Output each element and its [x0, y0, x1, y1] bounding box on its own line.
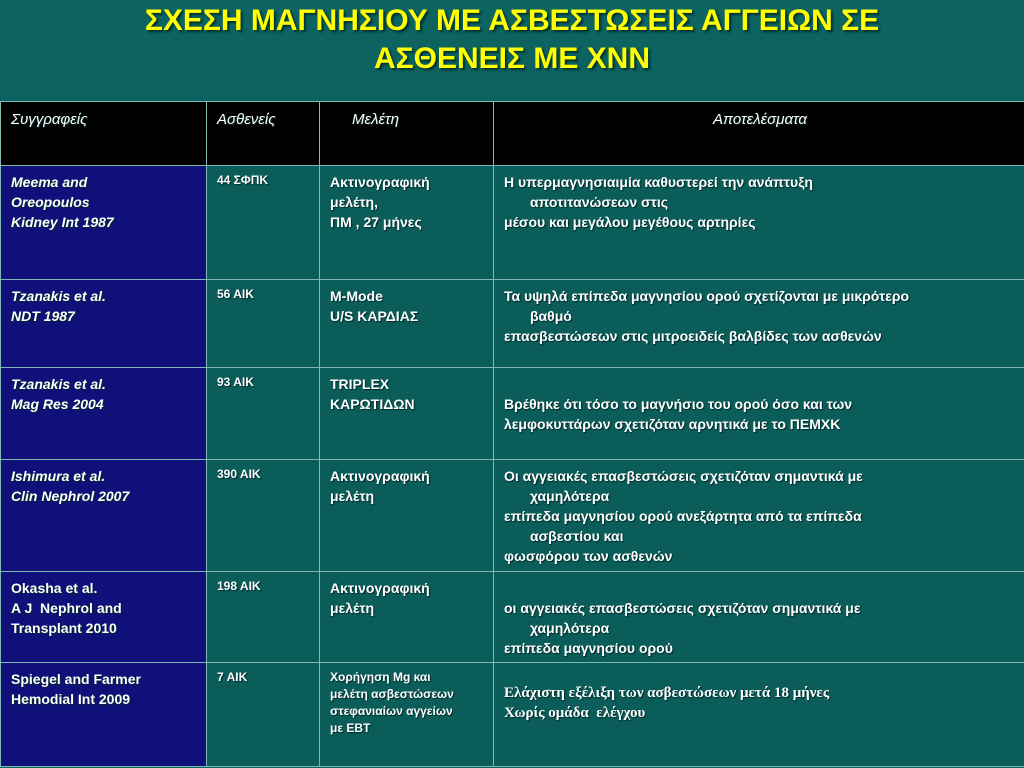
studies-table — [0, 101, 1024, 767]
author-line: Ishimura et al. — [11, 468, 106, 484]
study-line: Ακτινογραφική — [330, 468, 430, 484]
study-line: Ακτινογραφική — [330, 580, 430, 596]
author-line: Oreopoulos — [11, 194, 90, 210]
study-line: Ακτινογραφική — [330, 174, 430, 190]
study-line: ΚΑΡΩΤΙΔΩΝ — [330, 396, 415, 412]
patients-cell: 198 ΑΙΚ — [207, 572, 320, 663]
results-cell — [494, 280, 1024, 368]
study-line: ΠΜ , 27 μήνες — [330, 214, 422, 230]
result-line: επίπεδα μαγνησίου ορού ανεξάρτητα από τα επίπεδα — [504, 508, 862, 524]
author-line: Spiegel and Farmer — [11, 671, 141, 687]
result-line: Τα υψηλά επίπεδα μαγνησίου ορού σχετίζονται με μικρότερο — [504, 288, 910, 304]
study-line: U/S ΚΑΡΔΙΑΣ — [330, 308, 419, 324]
study-cell — [320, 368, 494, 460]
result-line: Οι αγγειακές επασβεστώσεις σχετιζόταν σημαντικά με — [504, 468, 863, 484]
slide-title-line-1: ΣΧΕΣΗ ΜΑΓΝΗΣΙΟΥ ΜΕ ΑΣΒΕΣΤΩΣΕΙΣ ΑΓΓΕΙΩΝ ΣΕ — [144, 4, 880, 37]
author-line: Tzanakis et al. — [11, 288, 106, 304]
study-cell — [320, 280, 494, 368]
patients-cell: 93 ΑΙΚ — [207, 368, 320, 460]
author-line: Transplant 2010 — [11, 620, 117, 636]
author-line: NDT 1987 — [11, 308, 75, 324]
result-line: Χωρίς ομάδα ελέγχου — [504, 705, 646, 721]
table-row — [1, 166, 1024, 280]
result-line: φωσφόρου των ασθενών — [504, 548, 673, 564]
study-line: M-Mode — [330, 288, 383, 304]
patients-cell: 390 ΑΙΚ — [207, 460, 320, 572]
result-line: Ελάχιστη εξέλιξη των ασβεστώσεων μετά 18 μήνες — [504, 685, 830, 701]
results-cell — [494, 368, 1024, 460]
study-cell — [320, 663, 494, 767]
patients-cell: 7 ΑΙΚ — [207, 663, 320, 767]
results-cell — [494, 460, 1024, 572]
table-row — [1, 460, 1024, 572]
header-authors: Συγγραφείς — [1, 102, 207, 166]
author-cell — [1, 460, 207, 572]
study-line: μελέτη — [330, 488, 375, 504]
study-line: στεφανιαίων αγγείων — [330, 704, 453, 718]
patients-cell: 56 ΑΙΚ — [207, 280, 320, 368]
result-line: λεμφοκυττάρων σχετιζόταν αρνητικά με το ΠΕΜΧΚ — [504, 416, 841, 432]
table-row — [1, 663, 1024, 767]
author-cell — [1, 280, 207, 368]
table-row — [1, 572, 1024, 663]
result-line: χαμηλότερα — [530, 620, 610, 636]
study-line: μελέτη — [330, 600, 375, 616]
study-cell — [320, 572, 494, 663]
author-line: Meema and — [11, 174, 88, 190]
result-line: Βρέθηκε ότι τόσο το μαγνήσιο του ορού όσο και των — [504, 396, 853, 412]
slide-title-line-2: ΑΣΘΕΝΕΙΣ ΜΕ ΧΝΝ — [373, 42, 651, 75]
study-line: μελέτη, — [330, 194, 379, 210]
result-line: επίπεδα μαγνησίου ορού — [504, 640, 673, 656]
header-patients: Ασθενείς — [207, 102, 320, 166]
study-line: Χορήγηση Mg και — [330, 670, 431, 684]
author-cell — [1, 166, 207, 280]
author-line: Clin Nephrol 2007 — [11, 488, 130, 504]
author-line: A J Nephrol and — [11, 600, 122, 616]
results-cell — [494, 663, 1024, 767]
author-line: Hemodial Int 2009 — [11, 691, 131, 707]
study-cell — [320, 166, 494, 280]
results-cell — [494, 572, 1024, 663]
result-line: επασβεστώσεων στις μιτροειδείς βαλβίδες των ασθενών — [504, 328, 882, 344]
study-line: με ΕΒΤ — [330, 721, 371, 735]
author-line: Mag Res 2004 — [11, 396, 104, 412]
result-line: βαθμό — [530, 308, 572, 324]
result-line: χαμηλότερα — [530, 488, 610, 504]
header-study: Μελέτη — [320, 102, 494, 166]
table-row — [1, 368, 1024, 460]
result-line: ασβεστίου και — [530, 528, 624, 544]
study-line: TRIPLEX — [330, 376, 390, 392]
author-line: Kidney Int 1987 — [11, 214, 114, 230]
results-cell — [494, 166, 1024, 280]
patients-cell: 44 ΣΦΠΚ — [207, 166, 320, 280]
slide-title — [0, 2, 1024, 78]
table-header-row — [1, 102, 1024, 166]
table-row — [1, 280, 1024, 368]
result-line: αποτιτανώσεων στις — [530, 194, 669, 210]
result-line: Η υπερμαγνησιαιμία καθυστερεί την ανάπτυξη — [504, 174, 813, 190]
result-line: μέσου και μεγάλου μεγέθους αρτηρίες — [504, 214, 756, 230]
study-cell — [320, 460, 494, 572]
author-cell — [1, 572, 207, 663]
header-results: Αποτελέσματα — [494, 102, 1024, 166]
result-line: οι αγγειακές επασβεστώσεις σχετιζόταν σημαντικά με — [504, 600, 861, 616]
author-cell — [1, 663, 207, 767]
study-line: μελέτη ασβεστώσεων — [330, 687, 454, 701]
author-line: Tzanakis et al. — [11, 376, 106, 392]
author-cell — [1, 368, 207, 460]
author-line: Okasha et al. — [11, 580, 98, 596]
